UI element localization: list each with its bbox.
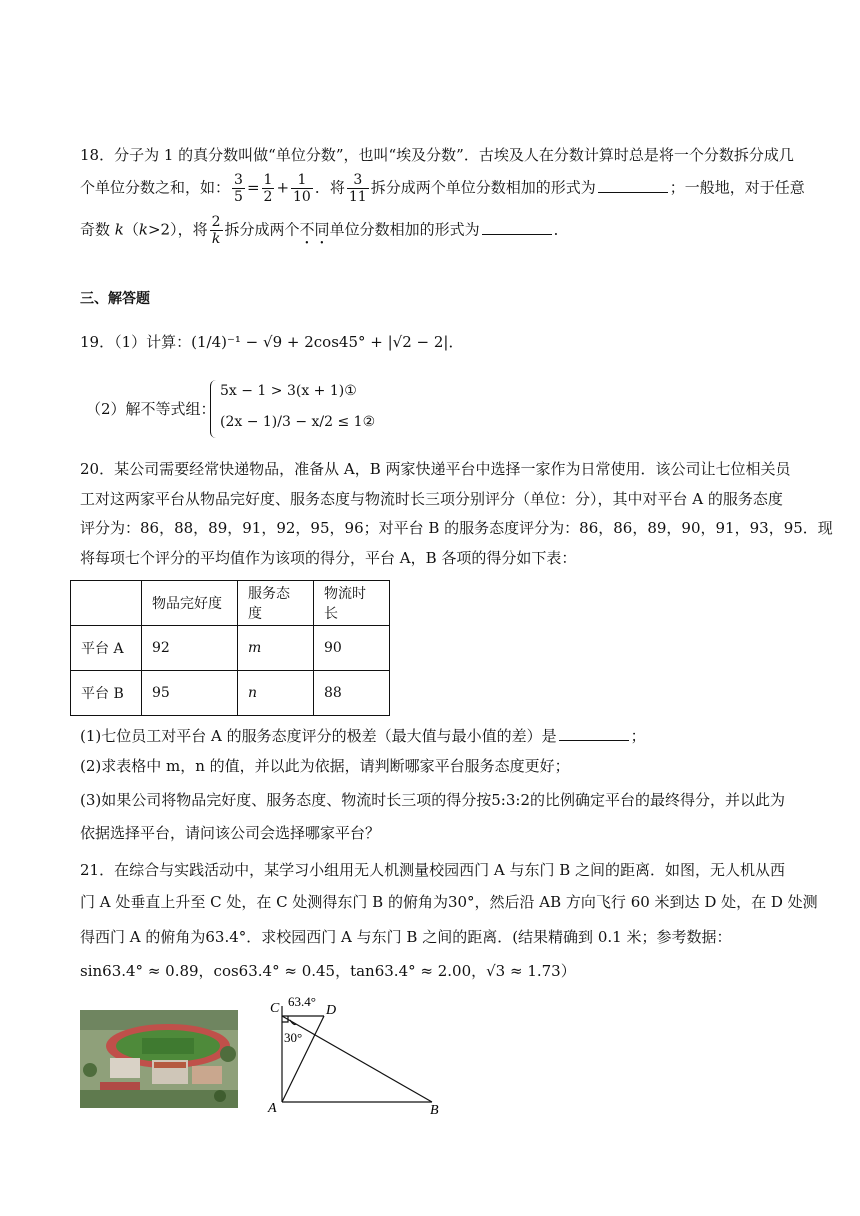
q19-prefix-1: 19．（1）计算： — [80, 333, 192, 351]
q18-text-2c: 拆分成两个单位分数相加的形式为 — [370, 178, 596, 197]
q18-text-2a: 个单位分数之和，如： — [80, 178, 231, 197]
answer-blank-3[interactable] — [559, 726, 629, 741]
frac-num: 1 — [291, 172, 313, 189]
q18-line1 — [80, 146, 800, 164]
var-k: k — [114, 220, 124, 239]
q20-line1: 20．某公司需要经常快递物品，准备从 A，B 两家快递平台中选择一家作为日常使用．该公司让七位相关员 — [80, 460, 791, 478]
table-cell: 90 — [314, 626, 390, 671]
geometry-diagram — [262, 992, 452, 1116]
q21-line4: sin63.4° ≈ 0.89，cos63.4° ≈ 0.45，tan63.4° ≈ 2.00，√3 ≈ 1.73） — [80, 962, 576, 980]
table-cell: m — [238, 626, 314, 671]
q21-line1: 21．在综合与实践活动中，某学习小组用无人机测量校园西门 A 与东门 B 之间的距离．如图，无人机从西 — [80, 861, 786, 879]
q18-text-3c: >2），将 — [147, 220, 208, 239]
inequality-2 — [220, 414, 860, 431]
q19-prefix-2: （2）解不等式组： — [86, 400, 216, 418]
table-header: 物流时长 — [314, 581, 390, 626]
q19-expression: (1/4)⁻¹ − √9 + 2cos45° + |√2 − 2|． — [191, 333, 464, 351]
frac-den: k — [211, 231, 221, 248]
q18-text-3a: 奇数 — [80, 220, 115, 239]
q19-part1 — [80, 333, 800, 351]
inequality-1 — [220, 383, 860, 400]
table-cell: 88 — [314, 671, 390, 716]
target-fraction — [347, 172, 369, 205]
table-cell: 92 — [142, 626, 238, 671]
frac-num: 1 — [263, 172, 273, 188]
plus-sign: + — [276, 178, 290, 197]
q20-sub3-line2: 依据选择平台，请问该公司会选择哪家平台？ — [80, 824, 381, 842]
brace-icon — [210, 380, 217, 438]
q18-text-3end: ． — [553, 220, 569, 239]
label-B: B — [430, 1103, 439, 1116]
q21-line3: 得西门 A 的俯角为63.4°．求校园西门 A 与东门 B 之间的距离．(结果精确到 0.1 米；参考数据： — [80, 928, 732, 946]
score-table — [70, 580, 390, 716]
table-header: 服务态度 — [238, 581, 314, 626]
q20-sub1-text: (1)七位员工对平台 A 的服务态度评分的极差（最大值与最小值的差）是 — [80, 727, 557, 745]
example-fraction-3 — [291, 172, 313, 205]
table-row — [71, 671, 390, 716]
campus-photo — [80, 1010, 238, 1108]
label-C: C — [270, 1001, 280, 1016]
label-D: D — [326, 1003, 337, 1018]
table-header: 物品完好度 — [142, 581, 238, 626]
emphasized-text: 不同 — [299, 220, 330, 239]
q18-text-3d: 拆分成两个 — [224, 220, 300, 239]
angle-label-30: 30° — [284, 1030, 303, 1045]
frac-den: 2 — [263, 189, 273, 206]
table-row — [71, 581, 390, 626]
q18-text-3b: （ — [123, 220, 139, 239]
table-cell: 95 — [142, 671, 238, 716]
q18-text-2b: ．将 — [314, 178, 345, 197]
angle-label-63-4: 63.4° — [288, 994, 316, 1009]
table-row — [71, 626, 390, 671]
q20-sub1-end: ； — [630, 727, 646, 745]
frac-num: 3 — [347, 172, 369, 189]
q18-line2 — [80, 172, 805, 206]
q20-line3: 评分为：86，88，89，91，92，95，96；对平台 B 的服务态度评分为：86，86，89，90，91，93，95．现 — [80, 519, 833, 537]
q18-text-2d: ；一般地，对于任意 — [669, 178, 805, 197]
var-k: k — [138, 220, 148, 239]
answer-blank-2[interactable] — [482, 220, 552, 235]
frac-num: 2 — [211, 214, 221, 230]
ineq-1-text: 5x − 1 > 3(x + 1)① — [220, 383, 357, 399]
q18-text-1: 18．分子为 1 的真分数叫做“单位分数”，也叫“埃及分数”．古埃及人在分数计算时总是将一个分数拆分成几 — [80, 146, 794, 164]
q18-text-3e: 单位分数相加的形式为 — [329, 220, 480, 239]
segment-CB — [282, 1016, 432, 1102]
answer-blank-1[interactable] — [598, 178, 668, 193]
table-cell: n — [238, 671, 314, 716]
q20-sub1 — [80, 726, 800, 745]
ineq-2-text: (2x − 1)/3 − x/2 ≤ 1② — [220, 414, 376, 430]
q20-sub3-line1: (3)如果公司将物品完好度、服务态度、物流时长三项的得分按5:3:2的比例确定平台的最终得分，并以此为 — [80, 791, 785, 809]
equals-sign: = — [246, 178, 260, 197]
q18-line3 — [80, 214, 800, 248]
segment-DA — [282, 1016, 324, 1102]
example-fraction-1 — [232, 172, 245, 205]
q20-line2: 工对这两家平台从物品完好度、服务态度与物流时长三项分别评分（单位：分），其中对平台 A 的服务态度 — [80, 490, 783, 508]
section-title: 三、解答题 — [80, 291, 150, 307]
frac-den: 10 — [293, 189, 311, 206]
table-cell: 平台 B — [71, 671, 142, 716]
frac-den: 5 — [234, 189, 243, 206]
q20-sub2: (2)求表格中 m，n 的值，并以此为依据，请判断哪家平台服务态度更好； — [80, 757, 570, 775]
frac-den: 11 — [348, 189, 367, 206]
frac-num: 3 — [234, 172, 243, 188]
table-cell — [71, 581, 142, 626]
example-fraction-2 — [262, 172, 275, 205]
table-cell: 平台 A — [71, 626, 142, 671]
q21-line2: 门 A 处垂直上升至 C 处，在 C 处测得东门 B 的俯角为30°，然后沿 AB 方向飞行 60 米到达 D 处，在 D 处测 — [80, 893, 818, 911]
q20-line4: 将每项七个评分的平均值作为该项的得分，平台 A，B 各项的得分如下表： — [80, 549, 577, 567]
label-A: A — [268, 1101, 277, 1116]
fraction-2-over-k — [210, 214, 223, 247]
